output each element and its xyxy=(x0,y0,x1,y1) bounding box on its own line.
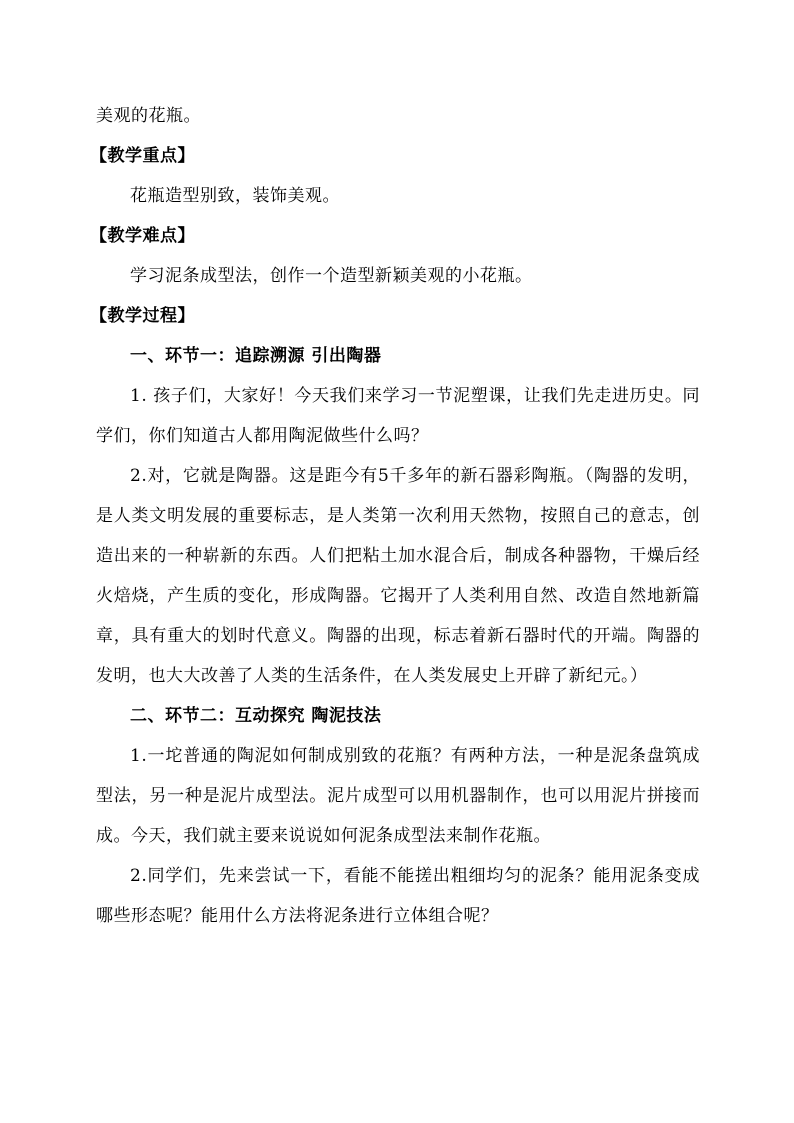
heading-key-points: 【教学重点】 xyxy=(90,146,195,166)
section1-item-2: 2.对，它就是陶器。这是距今有5千多年的新石器彩陶瓶。（陶器的发明，是人类文明发展的重要标志，是人类第一次利用天然物，按照自己的意志，创造出来的一种崭新的东西。人们把粘土加水混合后，制成各种器物，干燥后经火焙烧，产生质的变化，形成陶器。它揭开了人类利用自然、改造自然地新篇章，具有重大的划时代意义。陶器的出现，标志着新石器时代的开端。陶器的发明，也大大改善了人类的生活条件，在人类发展史上开辟了新纪元。） xyxy=(96,466,700,686)
section2-item-2: 2.同学们，先来尝试一下，看能不能搓出粗细均匀的泥条？能用泥条变成哪些形态呢？能用什么方法将泥条进行立体组合呢？ xyxy=(96,866,700,926)
document-body xyxy=(90,96,700,936)
section1-item-1: 1. 孩子们，大家好！今天我们来学习一节泥塑课，让我们先走进历史。同学们，你们知道古人都用陶泥做些什么吗？ xyxy=(96,386,700,446)
paragraph-continuation: 美观的花瓶。 xyxy=(96,106,201,126)
heading-process: 【教学过程】 xyxy=(90,306,195,326)
paragraph-key-points: 花瓶造型别致，装饰美观。 xyxy=(130,186,340,206)
section2-item-1: 1.一坨普通的陶泥如何制成别致的花瓶？有两种方法，一种是泥条盘筑成型法，另一种是泥片成型法。泥片成型可以用机器制作，也可以用泥片拼接而成。今天，我们就主要来说说如何泥条成型法来制作花瓶。 xyxy=(96,746,700,846)
paragraph-difficulties: 学习泥条成型法，创作一个造型新颖美观的小花瓶。 xyxy=(130,266,533,286)
section-title-1: 一、环节一：追踪溯源 引出陶器 xyxy=(130,346,382,366)
section-title-2: 二、环节二：互动探究 陶泥技法 xyxy=(130,706,382,726)
heading-difficulties: 【教学难点】 xyxy=(90,226,195,246)
